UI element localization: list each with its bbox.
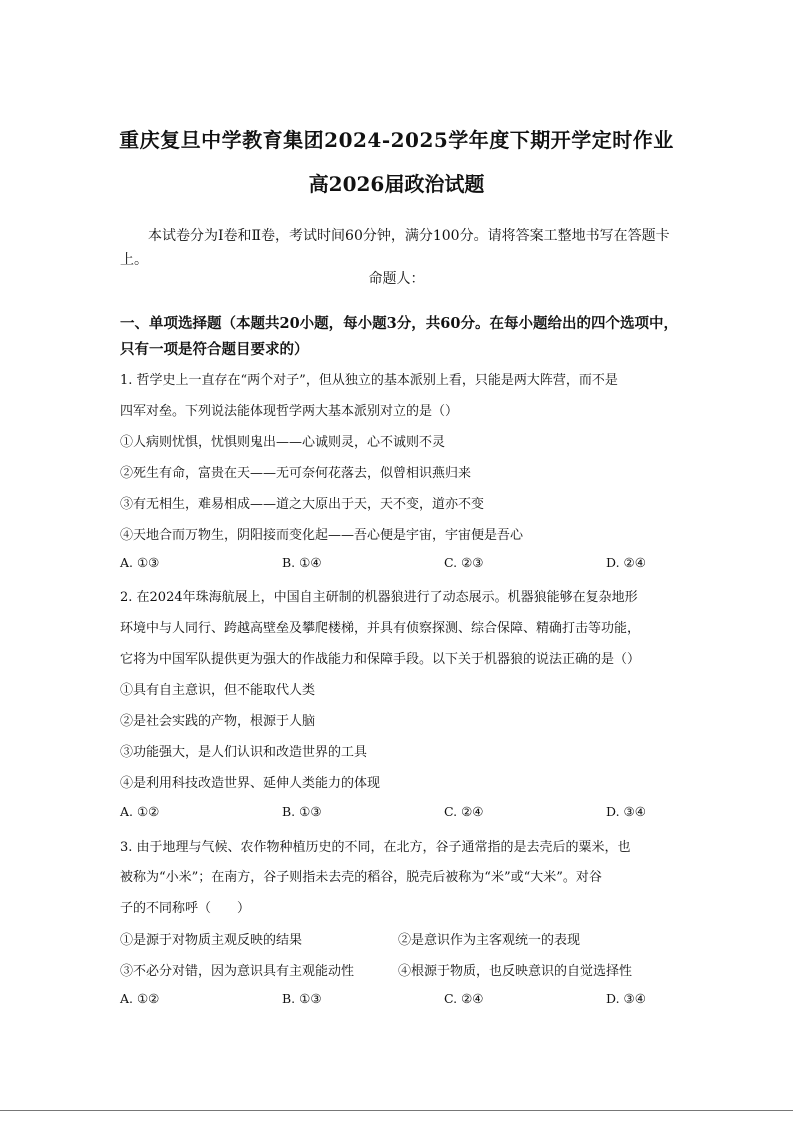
q3-stem-line2: 被称为“小米”；在南方，谷子则指未去壳的稻谷，脱壳后被称为“米”或“大米”。对谷	[120, 870, 602, 885]
q2-stem-line3: 它将为中国军队提供更为强大的作战能力和保障手段。以下关于机器狼的说法正确的是（）	[120, 652, 641, 667]
q3-item-2: ②是意识作为主客观统一的表现	[398, 933, 581, 948]
q3-item-1: ①是源于对物质主观反映的结果	[120, 933, 303, 948]
q2-item-1: ①具有自主意识，但不能取代人类	[120, 683, 316, 698]
q1-option-b: B. ①④	[282, 555, 322, 570]
q3-item-3: ③不必分对错，因为意识具有主观能动性	[120, 964, 355, 979]
exam-subtitle: 高2026届政治试题	[308, 172, 485, 196]
q1-option-c: C. ②③	[444, 555, 484, 570]
q3-item-4: ④根源于物质，也反映意识的自觉选择性	[398, 964, 633, 979]
q2-option-b: B. ①③	[282, 804, 322, 819]
q1-item-2: ②死生有命，富贵在天——无可奈何花落去，似曾相识燕归来	[120, 466, 472, 481]
q2-option-a: A. ①②	[120, 804, 160, 819]
q1-item-4: ④天地合而万物生，阴阳接而变化起——吾心便是宇宙，宇宙便是吾心	[120, 528, 524, 543]
q1-item-3: ③有无相生，难易相成——道之大原出于天，天不变，道亦不变	[120, 497, 485, 512]
q3-option-d: D. ③④	[606, 991, 646, 1006]
q3-option-b: B. ①③	[282, 991, 322, 1006]
q2-option-d: D. ③④	[606, 804, 646, 819]
q3-stem-line3: 子的不同称呼（ ）	[120, 901, 251, 916]
q1-item-1: ①人病则忧惧，忧惧则鬼出——心诚则灵，心不诚则不灵	[120, 435, 446, 450]
exam-title: 重庆复旦中学教育集团2024-2025学年度下期开学定时作业	[119, 128, 674, 152]
q3-option-c: C. ②④	[444, 991, 484, 1006]
q3-option-a: A. ①②	[120, 991, 160, 1006]
q2-item-3: ③功能强大，是人们认识和改造世界的工具	[120, 745, 368, 760]
q2-item-2: ②是社会实践的产物，根源于人脑	[120, 714, 316, 729]
section-heading: 一、单项选择题（本题共20小题，每小题3分，共60分。在每小题给出的四个选项中，只有一项是符合题目要求的）	[120, 315, 678, 358]
q2-stem-line1: 2. 在2024年珠海航展上，中国自主研制的机器狼进行了动态展示。机器狼能够在复杂地形	[120, 590, 638, 605]
q1-stem-line1: 1. 哲学史上一直存在“两个对子”，但从独立的基本派别上看，只能是两大阵营，而不是	[120, 373, 618, 388]
q2-stem-line2: 环境中与人同行、跨越高壁垒及攀爬楼梯，并具有侦察探测、综合保障、精确打击等功能，	[120, 621, 641, 636]
q1-option-a: A. ①③	[120, 555, 160, 570]
q3-stem-line1: 3. 由于地理与气候、农作物种植历史的不同，在北方，谷子通常指的是去壳后的粟米，也	[120, 840, 631, 855]
q1-option-d: D. ②④	[606, 555, 646, 570]
q2-option-c: C. ②④	[444, 804, 484, 819]
exam-author: 命题人：	[368, 271, 425, 287]
exam-instructions: 本试卷分为Ⅰ卷和Ⅱ卷，考试时间60分钟，满分100分。请将答案工整地书写在答题卡上。	[120, 228, 670, 268]
page-bottom-divider	[0, 1110, 793, 1111]
q1-stem-line2: 四军对垒。下列说法能体现哲学两大基本派别对立的是（）	[120, 404, 459, 419]
q2-item-4: ④是利用科技改造世界、延伸人类能力的体现	[120, 776, 381, 791]
